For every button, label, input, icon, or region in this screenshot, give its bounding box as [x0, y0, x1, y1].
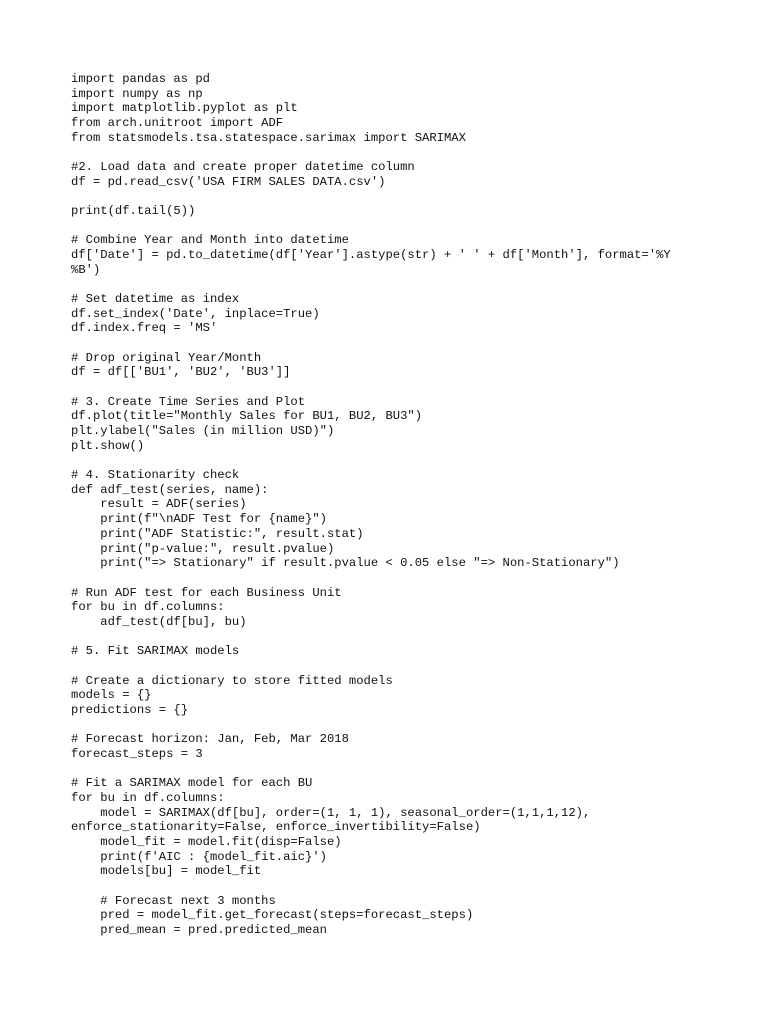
code-line: df.index.freq = 'MS': [71, 321, 218, 336]
code-line: # Create a dictionary to store fitted models: [71, 673, 393, 688]
code-line: predictions = {}: [71, 702, 189, 717]
code-line: import numpy as np: [71, 86, 203, 101]
code-line: print(f"\nADF Test for {name}"): [71, 512, 327, 527]
code-line: plt.show(): [71, 438, 145, 453]
code-line: print("=> Stationary" if result.pvalue < 0.05 else "=> Non-Stationary"): [71, 556, 620, 571]
code-line: df.plot(title="Monthly Sales for BU1, BU2, BU3"): [71, 409, 423, 424]
code-line: # Set datetime as index: [71, 292, 240, 307]
code-line: # 4. Stationarity check: [71, 468, 240, 483]
code-line: models[bu] = model_fit: [71, 864, 262, 879]
code-line: [71, 571, 711, 586]
code-line: # 3. Create Time Series and Plot: [71, 394, 306, 409]
code-line: from arch.unitroot import ADF: [71, 116, 284, 131]
code-line: # Run ADF test for each Business Unit: [71, 585, 342, 600]
code-line: pred_mean = pred.predicted_mean: [71, 922, 327, 937]
code-line: def adf_test(series, name):: [71, 482, 269, 497]
code-line: [71, 879, 711, 894]
code-line: [71, 762, 711, 777]
code-line: print("p-value:", result.pvalue): [71, 541, 335, 556]
code-line: plt.ylabel("Sales (in million USD)"): [71, 424, 335, 439]
code-line: enforce_stationarity=False, enforce_invertibility=False): [71, 820, 481, 835]
code-line: [71, 630, 711, 645]
code-line: # Combine Year and Month into datetime: [71, 233, 349, 248]
code-line: [71, 189, 711, 204]
code-line: %B'): [71, 262, 101, 277]
code-line: model_fit = model.fit(disp=False): [71, 834, 342, 849]
code-line: pred = model_fit.get_forecast(steps=forecast_steps): [71, 908, 474, 923]
code-line: import pandas as pd: [71, 72, 210, 86]
code-line: model = SARIMAX(df[bu], order=(1, 1, 1), seasonal_order=(1,1,1,12),: [71, 805, 591, 820]
code-line: [71, 718, 711, 733]
code-line: print(df.tail(5)): [71, 204, 196, 219]
code-line: df.set_index('Date', inplace=True): [71, 306, 320, 321]
code-line: print(f'AIC : {model_fit.aic}'): [71, 849, 327, 864]
code-line: # Forecast next 3 months: [71, 893, 276, 908]
code-line: # Drop original Year/Month: [71, 350, 262, 365]
code-line: #2. Load data and create proper datetime column: [71, 160, 415, 175]
code-line: df = pd.read_csv('USA FIRM SALES DATA.csv'): [71, 174, 386, 189]
code-line: from statsmodels.tsa.statespace.sarimax import SARIMAX: [71, 130, 466, 145]
code-line: import matplotlib.pyplot as plt: [71, 101, 298, 116]
code-line: print("ADF Statistic:", result.stat): [71, 526, 364, 541]
code-line: [71, 145, 711, 160]
code-line: for bu in df.columns:: [71, 600, 225, 615]
code-line: for bu in df.columns:: [71, 790, 225, 805]
code-line: [71, 277, 711, 292]
code-line: adf_test(df[bu], bu): [71, 614, 247, 629]
code-line: result = ADF(series): [71, 497, 247, 512]
code-line: df['Date'] = pd.to_datetime(df['Year'].astype(str) + ' ' + df['Month'], format='%Y: [71, 248, 671, 263]
code-line: forecast_steps = 3: [71, 746, 203, 761]
code-line: [71, 453, 711, 468]
code-line: [71, 380, 711, 395]
code-line: [71, 336, 711, 351]
code-line: # Forecast horizon: Jan, Feb, Mar 2018: [71, 732, 349, 747]
code-line: df = df[['BU1', 'BU2', 'BU3']]: [71, 365, 291, 380]
code-listing: [71, 72, 711, 938]
code-line: [71, 219, 711, 234]
code-line: # 5. Fit SARIMAX models: [71, 644, 240, 659]
code-line: # Fit a SARIMAX model for each BU: [71, 776, 313, 791]
code-line: models = {}: [71, 688, 152, 703]
code-line: [71, 659, 711, 674]
